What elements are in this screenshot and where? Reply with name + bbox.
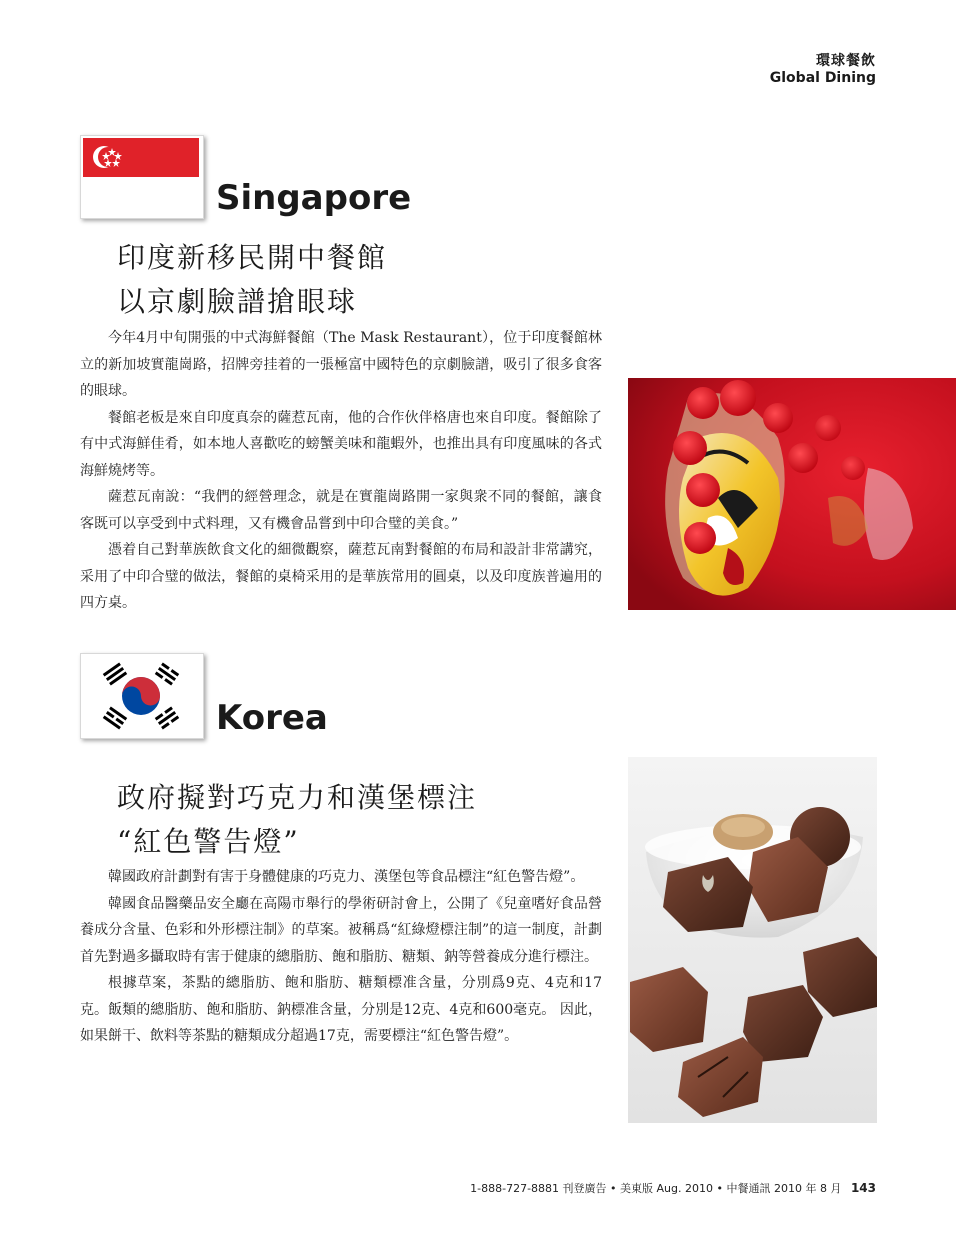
paragraph: 韓國食品醫藥品安全廳在高陽市舉行的學術研討會上，公開了《兒童嗜好食品營養成分含量、色彩和外形標注制》的草案。被稱爲“紅綠燈標注制”的這一制度，計劃首先對過多攝取時有害于健康的總脂肪、飽和脂肪、糖類、鈉等營養成分進行標注。 — [80, 895, 602, 965]
country-heading-korea: Korea — [216, 698, 328, 738]
article-headline-korea — [117, 776, 617, 864]
korea-flag — [80, 653, 204, 739]
page-footer — [470, 1180, 876, 1196]
chocolates-photo — [628, 757, 877, 1123]
paragraph: 憑着自己對華族飲食文化的細微觀察，薩惹瓦南對餐館的布局和設計非常講究，采用了中印合璧的做法，餐館的桌椅采用的是華族常用的圓桌，以及印度族普遍用的四方桌。 — [80, 542, 602, 611]
paragraph: 根據草案，茶點的總脂肪、飽和脂肪、糖類標准含量，分別爲9克、4克和17克。飯類的總脂肪、飽和脂肪、鈉標准含量，分別是12克、4克和600毫克。 因此，如果餅干、飲料等茶點的糖類成分超過17克，需要標注“紅色警告燈”。 — [80, 975, 602, 1044]
article-headline-singapore — [117, 236, 597, 324]
country-heading-singapore: Singapore — [216, 178, 412, 218]
peking-opera-mask-photo — [628, 378, 956, 610]
article-body-singapore — [80, 325, 602, 617]
headline-line-1: 印度新移民開中餐館 — [117, 241, 388, 274]
paragraph: 薩惹瓦南說：“我們的經營理念，就是在實龍崗路開一家與衆不同的餐館，讓食客既可以享受到中式料理，又有機會品嘗到中印合璧的美食。” — [80, 489, 602, 532]
footer-text: 1-888-727-8881 刊登廣告 • 美東版 Aug. 2010 • 中餐通訊 2010 年 8 月 — [470, 1182, 842, 1195]
headline-line-2: “紅色警告燈” — [117, 825, 300, 858]
section-title-english: Global Dining — [769, 70, 876, 86]
paragraph: 今年4月中旬開張的中式海鮮餐館（The Mask Restaurant），位于印度餐館林立的新加坡實龍崗路，招牌旁挂着的一張極富中國特色的京劇臉譜，吸引了很多食客的眼球。 — [80, 330, 602, 399]
singapore-flag — [80, 135, 204, 219]
section-title-chinese: 環球餐飲 — [816, 53, 876, 69]
singapore-flag-graphic — [83, 138, 199, 216]
paragraph: 餐館老板是來自印度真奈的薩惹瓦南，他的合作伙伴格唐也來自印度。餐館除了有中式海鮮佳肴，如本地人喜歡吃的螃蟹美味和龍蝦外，也推出具有印度風味的各式海鮮燒烤等。 — [80, 409, 602, 479]
page-number: 143 — [850, 1181, 876, 1195]
paragraph: 韓國政府計劃對有害于身體健康的巧克力、漢堡包等食品標注“紅色警告燈”。 — [108, 869, 585, 885]
korea-flag-graphic — [83, 656, 199, 736]
article-body-korea — [80, 864, 602, 1050]
headline-line-2: 以京劇臉譜搶眼球 — [117, 285, 358, 318]
headline-line-1: 政府擬對巧克力和漢堡標注 — [117, 781, 478, 814]
